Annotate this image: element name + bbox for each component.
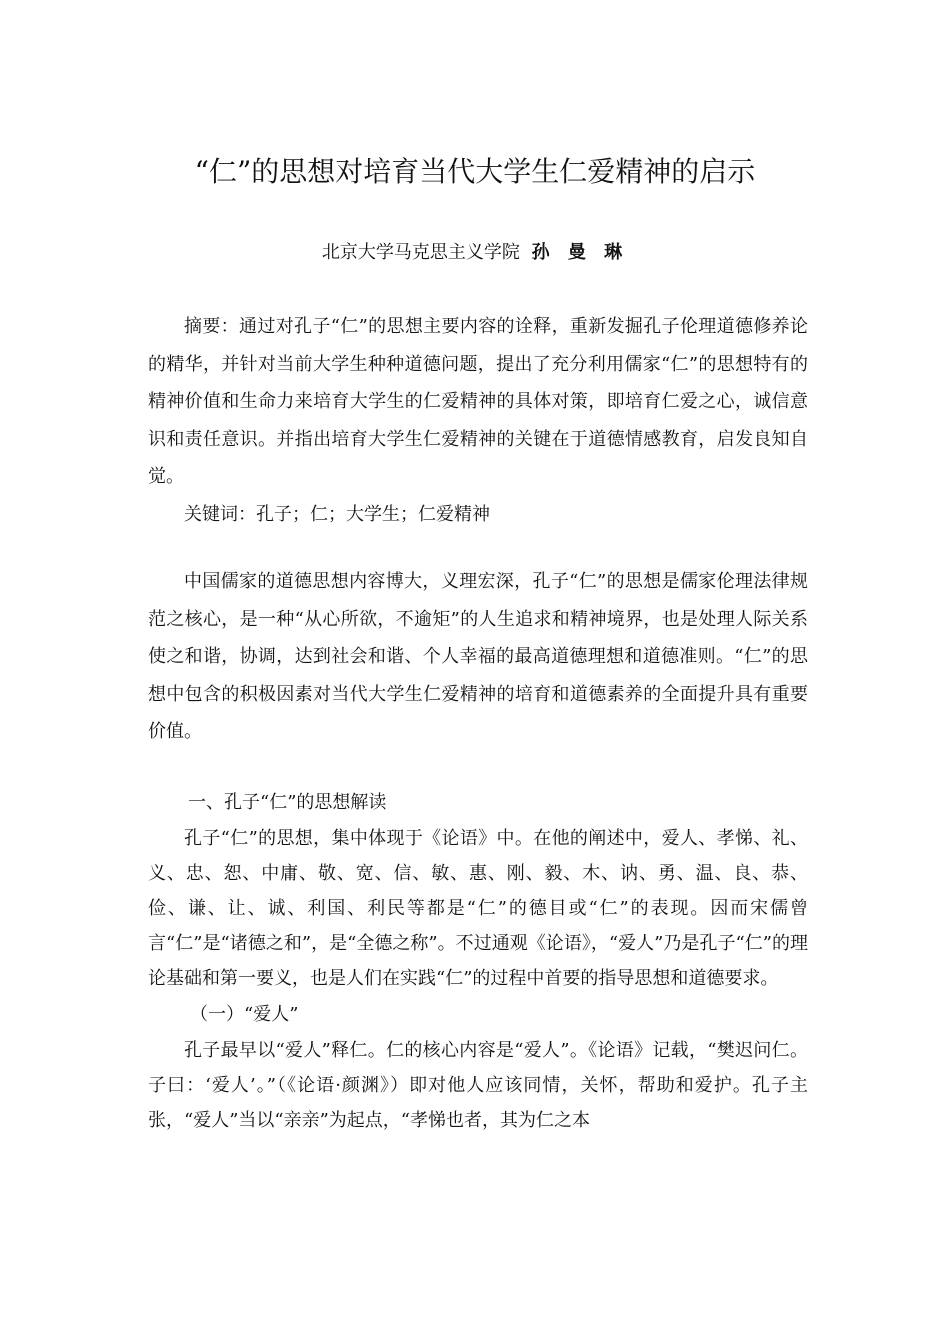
author-line: [0, 238, 950, 268]
keywords-line: 关键词：孔子；仁；大学生；仁爱精神: [184, 503, 490, 525]
subsection-paragraph: 孔子最早以“爱人”释仁。仁的核心内容是“爱人”。《论语》记载，“樊迟问仁。子曰：‘爱人’。”（《论语·颜渊》）即对他人应该同情，关怀，帮助和爱护。孔子主张，“爱人”当以“亲亲”为起点，“孝悌也者，其为仁之本: [148, 1040, 808, 1131]
author-name: 孙 曼 琳: [531, 242, 629, 263]
affiliation: 北京大学马克思主义学院: [321, 242, 520, 263]
subsection-heading: （一）“爱人”: [190, 1004, 299, 1025]
abstract-paragraph: 摘要：通过对孔子“仁”的思想主要内容的诠释，重新发掘孔子伦理道德修养论的精华，并针对当前大学生种种道德问题，提出了充分利用儒家“仁”的思想特有的精神价值和生命力来培育大学生的仁爱精神的具体对策，即培育仁爱之心，诚信意识和责任意识。并指出培育大学生仁爱精神的关键在于道德情感教育，启发良知自觉。: [148, 316, 808, 487]
abstract-section: [148, 308, 808, 533]
section-1: [148, 784, 808, 1138]
document-title: “仁”的思想对培育当代大学生仁爱精神的启示: [194, 155, 756, 188]
section-paragraph: 孔子“仁”的思想，集中体现于《论语》中。在他的阐述中，爱人、孝悌、礼、义、忠、恕、中庸、敬、宽、信、敏、惠、刚、毅、木、讷、勇、温、良、恭、俭、谦、让、诚、利国、利民等都是“仁”的德目或“仁”的表现。因而宋儒曾言“仁”是“诸德之和”，是“全德之称”。不过通观《论语》，“爱人”乃是孔子“仁”的理论基础和第一要义，也是人们在实践“仁”的过程中首要的指导思想和道德要求。: [148, 828, 808, 989]
section-heading: 一、孔子“仁”的思想解读: [188, 792, 387, 813]
intro-section: [148, 563, 808, 751]
intro-paragraph: 中国儒家的道德思想内容博大，义理宏深，孔子“仁”的思想是儒家伦理法律规范之核心，是一种“从心所欲，不逾矩”的人生追求和精神境界，也是处理人际关系使之和谐，协调，达到社会和谐、个人幸福的最高道德理想和道德准则。“仁”的思想中包含的积极因素对当代大学生仁爱精神的培育和道德素养的全面提升具有重要价值。: [148, 571, 808, 742]
